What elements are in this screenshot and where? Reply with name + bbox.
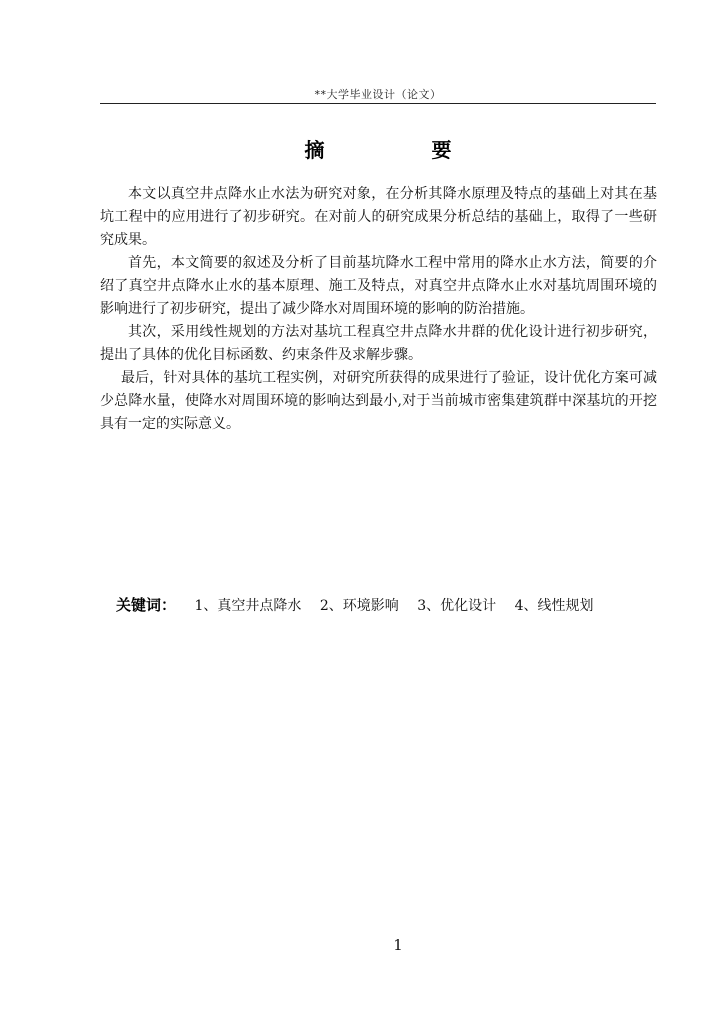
abstract-paragraph: 本文以真空井点降水止水法为研究对象，在分析其降水原理及特点的基础上对其在基坑工程中的应用进行了初步研究。在对前人的研究成果分析总结的基础上，取得了一些研究成果。	[100, 186, 657, 248]
abstract-paragraph: 首先，本文简要的叙述及分析了目前基坑降水工程中常用的降水止水方法，简要的介绍了真空井点降水止水的基本原理、施工及特点，对真空井点降水止水对基坑周围环境的影响进行了初步研究，提出了减少降水对周围环境的影响的防治措施。	[100, 255, 657, 317]
abstract-title: 摘 要	[304, 138, 502, 162]
keyword-item: 1、真空井点降水	[194, 598, 302, 614]
keyword-item: 2、环境影响	[319, 598, 399, 614]
abstract-paragraph: 最后，针对具体的基坑工程实例，对研究所获得的成果进行了验证，设计优化方案可减少总降水量，使降水对周围环境的影响达到最小,对于当前城市密集建筑群中深基坑的开挖具有一定的实际意义。	[100, 370, 657, 432]
abstract-paragraph: 其次，采用线性规划的方法对基坑工程真空井点降水井群的优化设计进行初步研究，提出了具体的优化目标函数、约束条件及求解步骤。	[100, 324, 657, 363]
keywords-line	[116, 594, 676, 617]
abstract-body	[100, 183, 657, 436]
page-number: 1	[393, 936, 403, 954]
running-header: **大学毕业设计（论文）	[314, 88, 442, 101]
header-rule	[100, 103, 656, 104]
keyword-item: 4、线性规划	[514, 598, 594, 614]
keyword-item: 3、优化设计	[417, 598, 497, 614]
keywords-label: 关键词：	[116, 596, 177, 614]
